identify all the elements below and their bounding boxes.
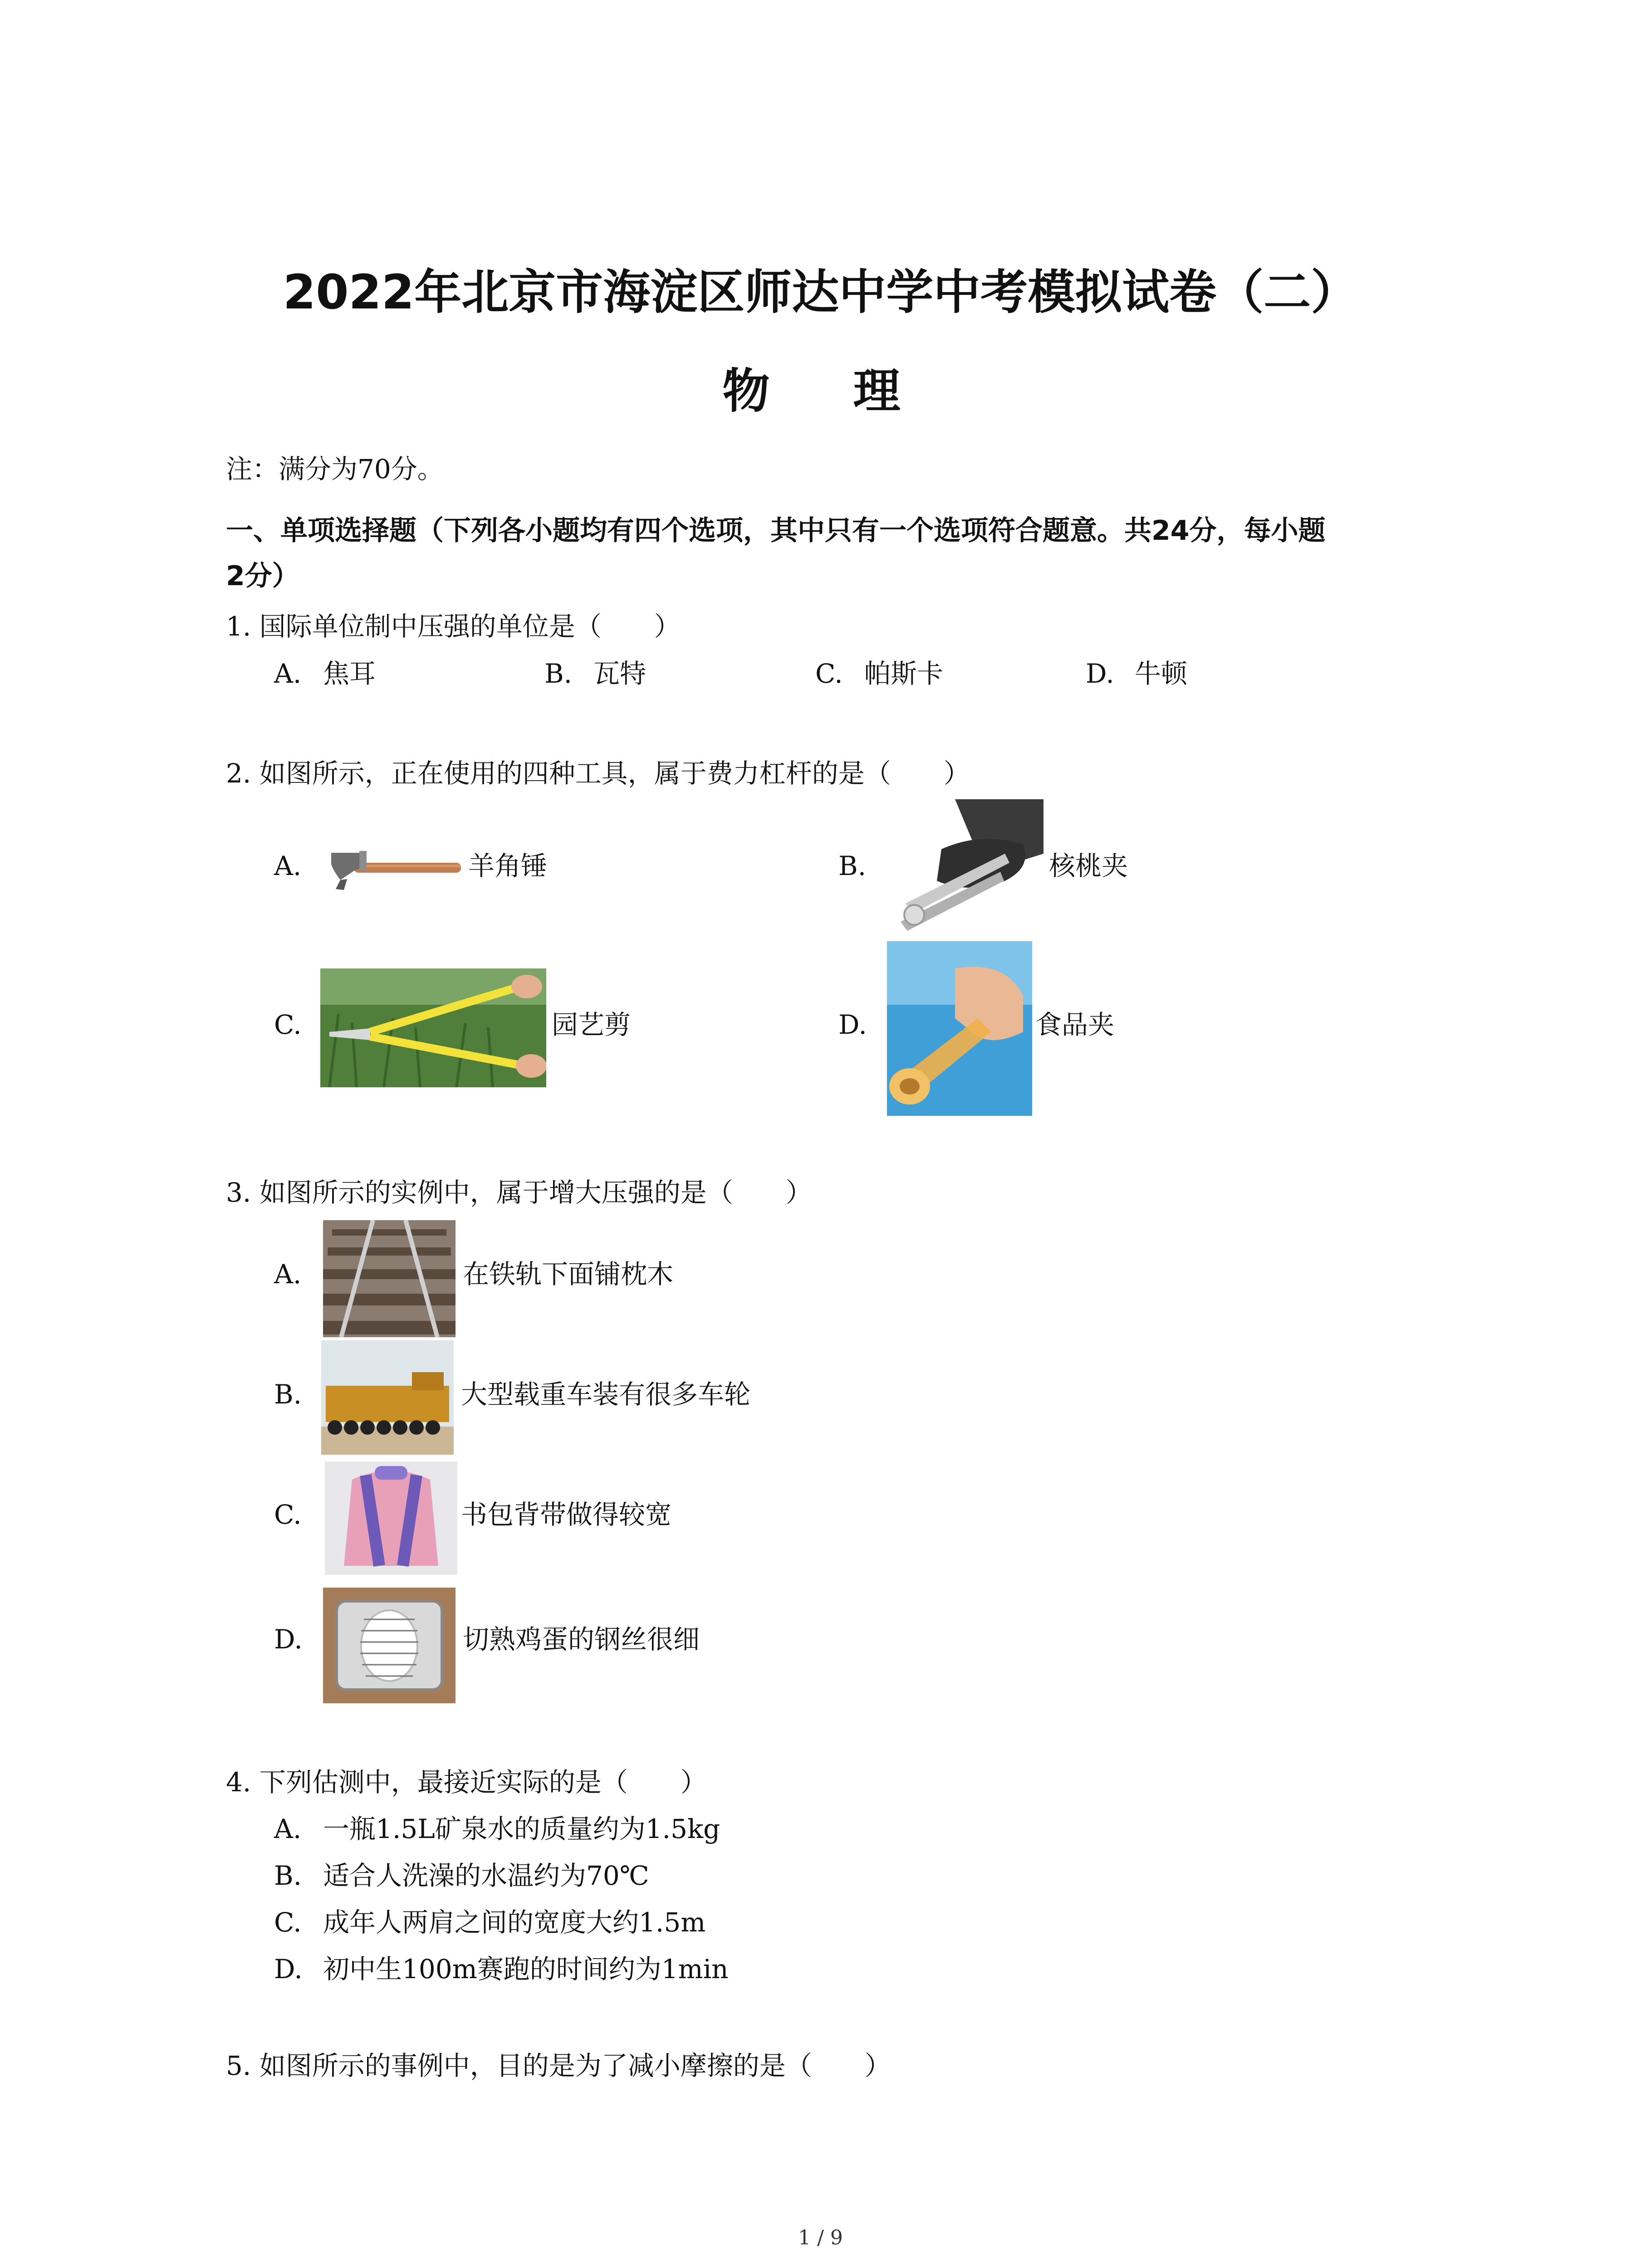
option-letter: A. xyxy=(274,850,302,881)
option-letter: C. xyxy=(815,658,843,689)
section-heading-line1: 一、单项选择题（下列各小题均有四个选项，其中只有一个选项符合题意。共24分，每小题 xyxy=(226,515,1326,547)
question-3-stem: 3. 如图所示的实例中，属于增大压强的是（ ） xyxy=(226,1177,812,1208)
option-text: 牛顿 xyxy=(1135,658,1188,689)
option-letter: D. xyxy=(274,1624,303,1655)
egg-slicer-image xyxy=(323,1588,456,1703)
option-text: 成年人两肩之间的宽度大约1.5m xyxy=(323,1907,706,1938)
schoolbag-image xyxy=(325,1461,457,1575)
option-text: 羊角锤 xyxy=(468,850,548,881)
food-tongs-image xyxy=(887,941,1032,1116)
question-2-stem: 2. 如图所示，正在使用的四种工具，属于费力杠杆的是（ ） xyxy=(226,758,970,789)
score-note: 注：满分为70分。 xyxy=(226,454,444,484)
nutcracker-image xyxy=(887,799,1043,935)
subject-title: 物 理 xyxy=(722,363,919,419)
railway-image xyxy=(323,1220,456,1337)
exam-title: 2022年北京市海淀区师达中学中考模拟试卷（二） xyxy=(283,264,1358,320)
option-letter: D. xyxy=(274,1954,303,1984)
option-letter: B. xyxy=(838,850,867,881)
option-letter: D. xyxy=(1086,658,1114,689)
option-letter: A. xyxy=(274,658,302,689)
option-letter: C. xyxy=(274,1907,302,1938)
option-text: 切熟鸡蛋的钢丝很细 xyxy=(463,1624,700,1655)
option-text: 初中生100m赛跑的时间约为1min xyxy=(323,1954,729,1984)
option-text: 食品夹 xyxy=(1035,1009,1115,1040)
option-text: 核桃夹 xyxy=(1049,850,1128,881)
option-text: 一瓶1.5L矿泉水的质量约为1.5kg xyxy=(323,1813,720,1844)
option-letter: B. xyxy=(544,658,573,689)
question-1-stem: 1. 国际单位制中压强的单位是（ ） xyxy=(226,611,681,642)
option-text: 在铁轨下面铺枕木 xyxy=(463,1259,674,1290)
question-5-stem: 5. 如图所示的事例中，目的是为了减小摩擦的是（ ） xyxy=(226,2050,891,2081)
option-text: 焦耳 xyxy=(323,658,376,689)
option-text: 瓦特 xyxy=(593,658,647,689)
option-letter: B. xyxy=(274,1860,302,1891)
section-heading-line2: 2分） xyxy=(226,560,299,592)
hammer-image xyxy=(322,839,463,894)
question-4-stem: 4. 下列估测中，最接近实际的是（ ） xyxy=(226,1767,707,1798)
heavy-truck-image xyxy=(321,1340,454,1455)
option-letter: D. xyxy=(838,1009,867,1040)
option-text: 大型载重车装有很多车轮 xyxy=(461,1379,751,1410)
option-text: 帕斯卡 xyxy=(864,658,944,689)
option-letter: B. xyxy=(274,1379,302,1410)
option-letter: C. xyxy=(274,1009,302,1040)
option-letter: A. xyxy=(274,1259,302,1290)
garden-shears-image xyxy=(320,968,546,1087)
option-text: 适合人洗澡的水温约为70℃ xyxy=(323,1860,649,1891)
option-letter: C. xyxy=(274,1499,302,1530)
option-letter: A. xyxy=(274,1813,302,1844)
option-text: 书包背带做得较宽 xyxy=(461,1499,672,1530)
page-number: 1 / 9 xyxy=(798,2226,843,2249)
option-text: 园艺剪 xyxy=(552,1009,631,1040)
